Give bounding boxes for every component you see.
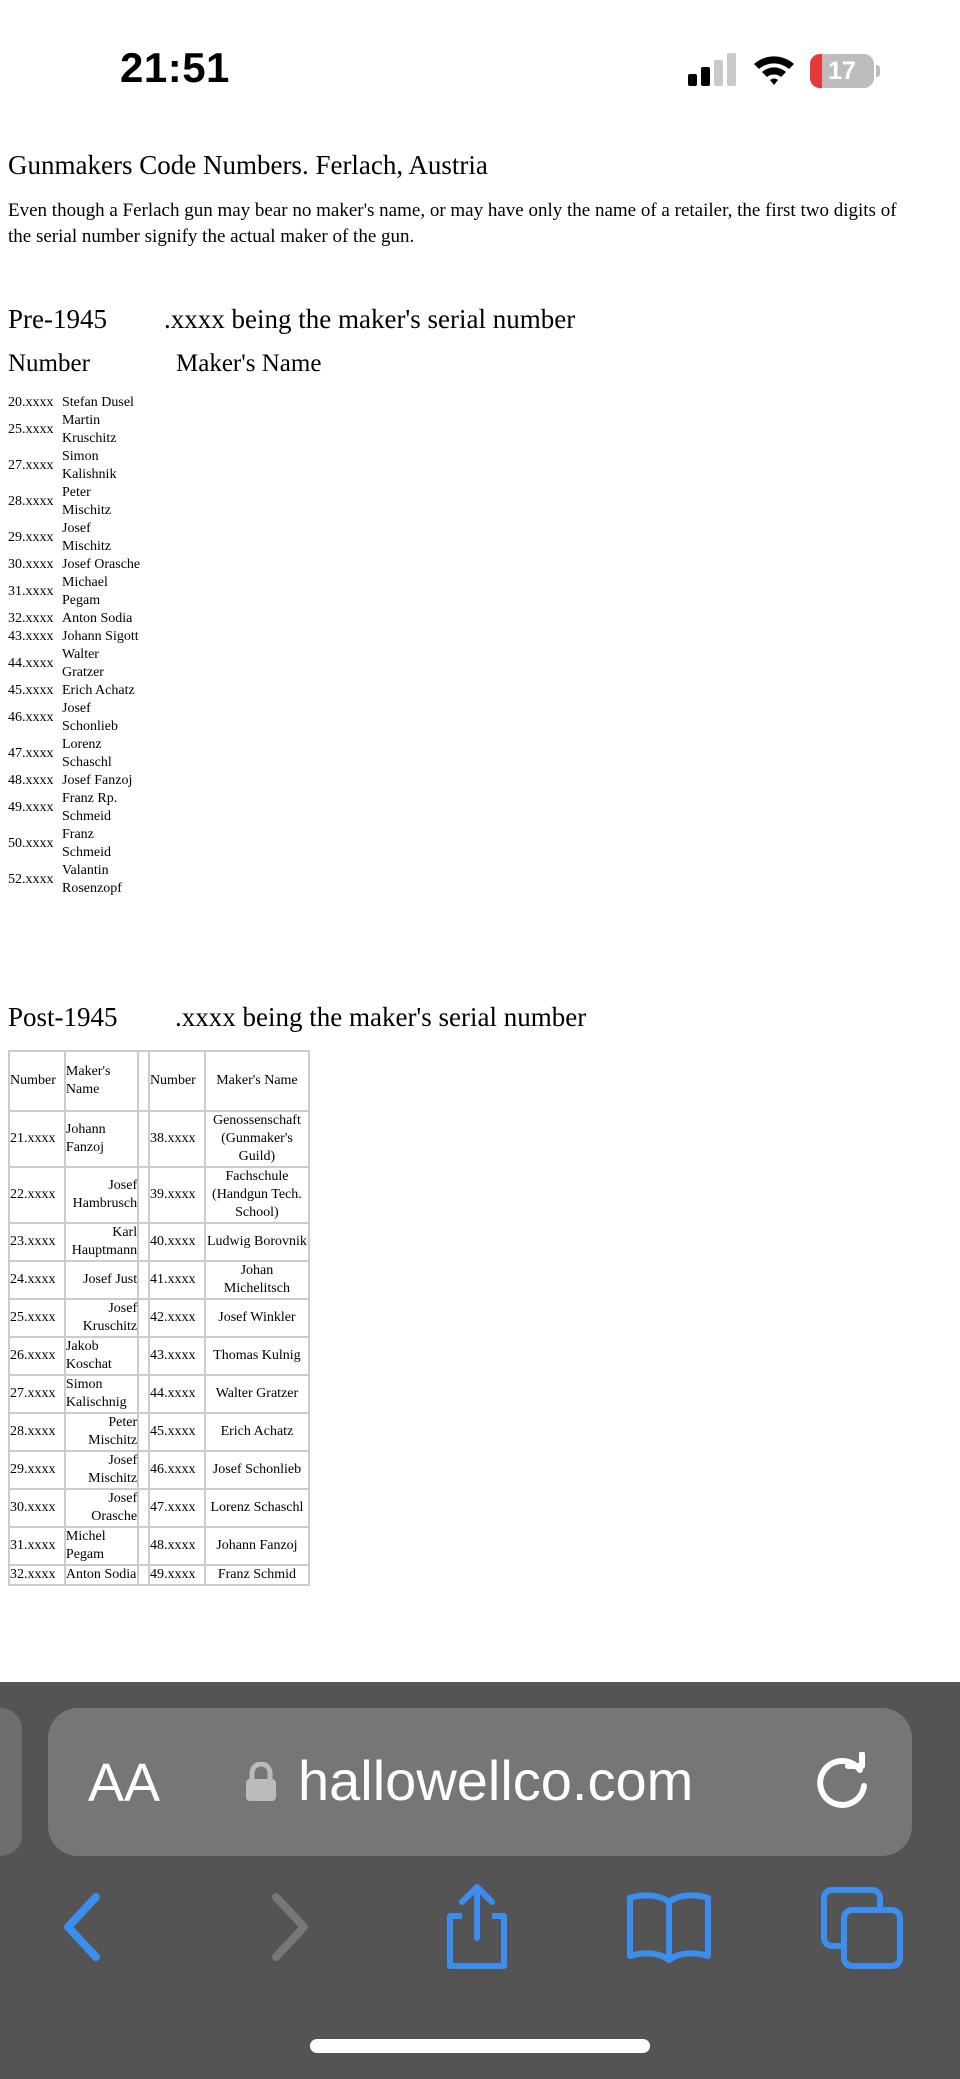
serial-prefix: 29.xxxx (8, 530, 54, 545)
maker-name: Michael Pegam (62, 575, 108, 608)
maker-name: Erich Achatz (62, 683, 135, 698)
table-row (9, 1167, 309, 1223)
list-item (8, 700, 148, 736)
maker-cell: Peter Mischitz (65, 1413, 138, 1451)
pre-col-maker: Maker's Name (176, 350, 322, 377)
number-cell: 46.xxxx (149, 1451, 205, 1489)
serial-prefix: 31.xxxx (8, 584, 54, 599)
intro-paragraph: Even though a Ferlach gun may bear no maker's name, or may have only the name of a retailer, the first two digits of the serial number signify the actual maker of the gun. (8, 200, 897, 247)
maker-cell: Simon Kalischnig (65, 1375, 138, 1413)
post-1945-table (8, 1050, 310, 1586)
list-item (8, 484, 148, 520)
address-bar[interactable] (48, 1708, 912, 1856)
table-row (9, 1223, 309, 1261)
list-item (8, 736, 148, 772)
header-maker-1: Maker's Name (65, 1051, 138, 1111)
serial-prefix: 48.xxxx (8, 773, 54, 788)
list-item (8, 520, 148, 556)
serial-prefix: 47.xxxx (8, 746, 54, 761)
number-cell: 40.xxxx (149, 1223, 205, 1261)
maker-cell: Josef Mischitz (65, 1451, 138, 1489)
spacer-cell (138, 1223, 149, 1261)
url-domain[interactable]: hallowellco.com (298, 1749, 694, 1812)
spacer-cell (138, 1167, 149, 1223)
share-icon[interactable] (432, 1882, 522, 1972)
list-item (8, 610, 148, 628)
maker-cell: Erich Achatz (205, 1413, 309, 1451)
spacer-cell (138, 1413, 149, 1451)
number-cell: 31.xxxx (9, 1527, 65, 1565)
maker-name: Simon Kalishnik (62, 449, 117, 482)
maker-cell: Fachschule (Handgun Tech. School) (205, 1167, 309, 1223)
maker-cell: Franz Schmid (205, 1565, 309, 1585)
pre-1945-heading: Pre-1945 (8, 304, 107, 334)
spacer-cell (138, 1299, 149, 1337)
post-1945-heading: Post-1945 (8, 1002, 118, 1032)
serial-prefix: 30.xxxx (8, 557, 54, 572)
tabs-icon[interactable] (818, 1882, 908, 1972)
maker-name: Stefan Dusel (62, 395, 134, 410)
reload-icon[interactable] (814, 1752, 874, 1812)
maker-name: Josef Fanzoj (62, 773, 133, 788)
spacer-cell (138, 1375, 149, 1413)
number-cell: 39.xxxx (149, 1167, 205, 1223)
serial-prefix: 46.xxxx (8, 710, 54, 725)
status-bar (0, 0, 960, 140)
serial-prefix: 49.xxxx (8, 800, 54, 815)
back-icon[interactable] (40, 1882, 130, 1972)
serial-prefix: 27.xxxx (8, 458, 54, 473)
table-row (9, 1261, 309, 1299)
list-item (8, 682, 148, 700)
serial-prefix: 20.xxxx (8, 395, 54, 410)
maker-cell: Josef Schonlieb (205, 1451, 309, 1489)
list-item (8, 412, 148, 448)
maker-cell: Josef Just (65, 1261, 138, 1299)
wifi-icon (752, 52, 796, 88)
post-1945-subheading: .xxxx being the maker's serial number (175, 1002, 587, 1032)
previous-tab-edge[interactable] (0, 1708, 22, 1856)
maker-cell: Jakob Koschat (65, 1337, 138, 1375)
maker-cell: Thomas Kulnig (205, 1337, 309, 1375)
number-cell: 27.xxxx (9, 1375, 65, 1413)
spacer-cell (138, 1489, 149, 1527)
number-cell: 24.xxxx (9, 1261, 65, 1299)
maker-cell: Lorenz Schaschl (205, 1489, 309, 1527)
table-row (9, 1489, 309, 1527)
maker-name: Johann Sigott (62, 629, 139, 644)
number-cell: 26.xxxx (9, 1337, 65, 1375)
list-item (8, 772, 148, 790)
table-row (9, 1527, 309, 1565)
spacer-cell (138, 1565, 149, 1585)
number-cell: 48.xxxx (149, 1527, 205, 1565)
number-cell: 21.xxxx (9, 1111, 65, 1167)
maker-cell: Johann Fanzoj (205, 1527, 309, 1565)
maker-name: Josef Mischitz (62, 521, 111, 554)
lock-icon (244, 1762, 278, 1802)
maker-cell: Josef Orasche (65, 1489, 138, 1527)
number-cell: 38.xxxx (149, 1111, 205, 1167)
cellular-signal-icon (688, 52, 738, 88)
number-cell: 25.xxxx (9, 1299, 65, 1337)
table-row (9, 1451, 309, 1489)
maker-cell: Anton Sodia (65, 1565, 138, 1585)
forward-icon[interactable] (242, 1882, 332, 1972)
list-item (8, 556, 148, 574)
serial-prefix: 52.xxxx (8, 872, 54, 887)
serial-prefix: 28.xxxx (8, 494, 54, 509)
serial-prefix: 25.xxxx (8, 422, 54, 437)
table-row (9, 1299, 309, 1337)
number-cell: 32.xxxx (9, 1565, 65, 1585)
spacer-cell (138, 1451, 149, 1489)
serial-prefix: 45.xxxx (8, 683, 54, 698)
maker-name: Walter Gratzer (62, 647, 104, 680)
spacer-cell (138, 1261, 149, 1299)
table-row (9, 1337, 309, 1375)
table-row (9, 1111, 309, 1167)
number-cell: 23.xxxx (9, 1223, 65, 1261)
status-time: 21:51 (120, 44, 230, 91)
number-cell: 41.xxxx (149, 1261, 205, 1299)
maker-cell: Genossenschaft (Gunmaker's Guild) (205, 1111, 309, 1167)
number-cell: 22.xxxx (9, 1167, 65, 1223)
maker-name: Josef Schonlieb (62, 701, 118, 734)
maker-name: Valantin Rosenzopf (62, 863, 122, 896)
browser-toolbar (0, 1682, 960, 2079)
maker-cell: Michel Pegam (65, 1527, 138, 1565)
maker-cell: Josef Winkler (205, 1299, 309, 1337)
list-item (8, 646, 148, 682)
maker-cell: Josef Hambrusch (65, 1167, 138, 1223)
serial-prefix: 44.xxxx (8, 656, 54, 671)
list-item (8, 862, 148, 898)
list-item (8, 448, 148, 484)
number-cell: 44.xxxx (149, 1375, 205, 1413)
spacer-cell (138, 1527, 149, 1565)
list-item (8, 826, 148, 862)
bookmarks-icon[interactable] (624, 1882, 714, 1972)
list-item (8, 790, 148, 826)
serial-prefix: 50.xxxx (8, 836, 54, 851)
battery-icon (810, 54, 880, 88)
maker-name: Franz Schmeid (62, 827, 111, 860)
number-cell: 42.xxxx (149, 1299, 205, 1337)
maker-cell: Walter Gratzer (205, 1375, 309, 1413)
page-title: Gunmakers Code Numbers. Ferlach, Austria (8, 150, 488, 180)
header-maker-2: Maker's Name (205, 1051, 309, 1111)
maker-name: Franz Rp. Schmeid (62, 791, 118, 824)
number-cell: 47.xxxx (149, 1489, 205, 1527)
pre-1945-list (8, 394, 148, 898)
table-row (9, 1565, 309, 1585)
home-indicator[interactable] (310, 2039, 650, 2053)
maker-cell: Johann Fanzoj (65, 1111, 138, 1167)
list-item (8, 628, 148, 646)
maker-name: Anton Sodia (62, 611, 133, 626)
list-item (8, 394, 148, 412)
battery-level: 17 (828, 57, 856, 85)
pre-col-number: Number (8, 350, 90, 377)
maker-name: Lorenz Schaschl (62, 737, 112, 770)
number-cell: 29.xxxx (9, 1451, 65, 1489)
maker-name: Peter Mischitz (62, 485, 111, 518)
maker-cell: Karl Hauptmann (65, 1223, 138, 1261)
number-cell: 49.xxxx (149, 1565, 205, 1585)
number-cell: 45.xxxx (149, 1413, 205, 1451)
list-item (8, 574, 148, 610)
maker-cell: Ludwig Borovnik (205, 1223, 309, 1261)
table-row (9, 1375, 309, 1413)
table-header-row (9, 1051, 309, 1111)
serial-prefix: 32.xxxx (8, 611, 54, 626)
header-number-1: Number (9, 1051, 65, 1111)
maker-cell: Johan Michelitsch (205, 1261, 309, 1299)
number-cell: 30.xxxx (9, 1489, 65, 1527)
maker-name: Josef Orasche (62, 557, 141, 572)
text-size-button[interactable]: AA (88, 1753, 161, 1813)
spacer-cell (138, 1337, 149, 1375)
pre-1945-subheading: .xxxx being the maker's serial number (164, 304, 576, 334)
header-number-2: Number (149, 1051, 205, 1111)
table-row (9, 1413, 309, 1451)
number-cell: 28.xxxx (9, 1413, 65, 1451)
serial-prefix: 43.xxxx (8, 629, 54, 644)
maker-cell: Josef Kruschitz (65, 1299, 138, 1337)
number-cell: 43.xxxx (149, 1337, 205, 1375)
maker-name: Martin Kruschitz (62, 413, 117, 446)
spacer-cell (138, 1111, 149, 1167)
